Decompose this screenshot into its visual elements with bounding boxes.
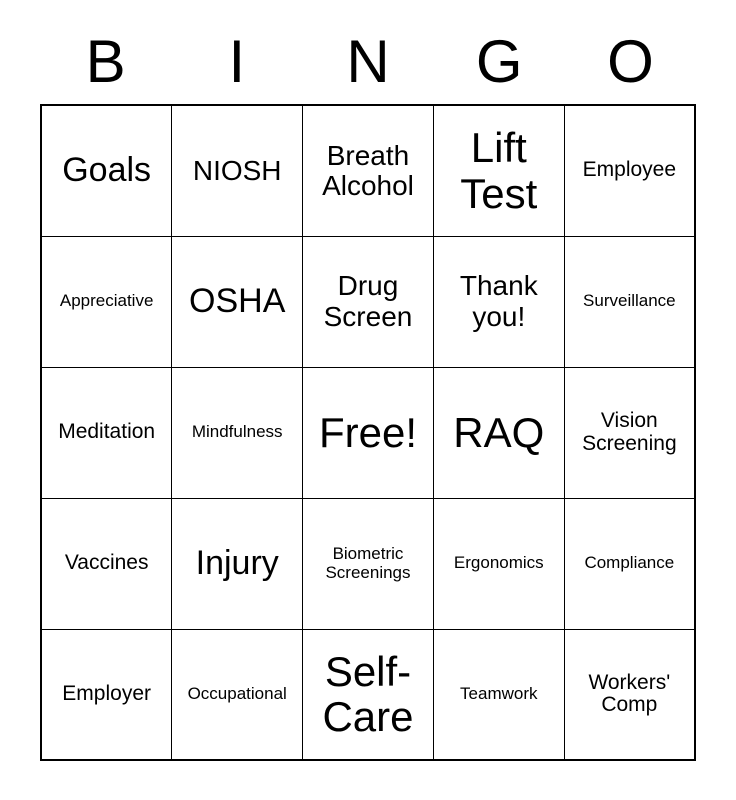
bingo-cell[interactable] [433,105,564,236]
bingo-cell-label: Self-Care [322,647,414,741]
bingo-cell-label: Vaccines [64,551,149,575]
bingo-cell-label: Vision Screening [582,408,677,455]
bingo-cell[interactable] [564,236,695,367]
bingo-row [41,498,695,629]
bingo-cell-label: Surveillance [583,291,676,311]
bingo-header-letter-i: I [228,28,246,95]
bingo-cell[interactable] [172,498,303,629]
bingo-header-letter-b: B [85,28,126,95]
bingo-cell-label: Occupational [187,684,287,704]
bingo-cell-label: Compliance [584,553,675,573]
bingo-cell-label: Biometric Screenings [325,544,411,582]
bingo-row [41,236,695,367]
bingo-cell-label: Mindfulness [191,422,283,442]
bingo-cell-label: RAQ [453,408,545,456]
bingo-header-letter-o: O [607,28,654,95]
bingo-cell-label: NIOSH [192,154,282,186]
bingo-cell-label: Drug Screen [323,270,413,332]
bingo-cell[interactable] [433,236,564,367]
bingo-cell[interactable] [303,498,434,629]
bingo-cell-label: Teamwork [460,684,538,704]
bingo-cell-label: OSHA [189,282,286,321]
bingo-cell-free[interactable] [303,367,434,498]
bingo-cell[interactable] [433,629,564,760]
bingo-cell-label: Thank you! [459,270,538,332]
bingo-cell-label: Appreciative [59,291,154,311]
bingo-cell[interactable] [564,367,695,498]
bingo-cell[interactable] [41,236,172,367]
bingo-header-row [40,0,696,96]
bingo-cell[interactable] [172,236,303,367]
bingo-cell-label: Free! [318,408,417,456]
bingo-header-letter-g: G [475,28,523,95]
bingo-row [41,629,695,760]
bingo-cell[interactable] [564,629,695,760]
bingo-cell[interactable] [172,629,303,760]
bingo-cell-label: Employee [582,158,677,182]
bingo-cell-label: Injury [195,544,279,583]
bingo-row [41,367,695,498]
bingo-header-letter-n: N [346,28,390,95]
bingo-cell[interactable] [433,367,564,498]
bingo-cell[interactable] [41,629,172,760]
bingo-cell[interactable] [303,629,434,760]
bingo-cell-label: Employer [62,681,151,705]
bingo-row [41,105,695,236]
bingo-cell-label: Workers' Comp [588,670,671,717]
bingo-grid [40,104,696,761]
bingo-cell[interactable] [41,498,172,629]
bingo-cell-label: Breath Alcohol [322,139,414,201]
bingo-cell[interactable] [172,367,303,498]
bingo-cell[interactable] [433,498,564,629]
bingo-cell-label: Meditation [58,420,156,444]
bingo-cell-label: Goals [62,151,152,190]
bingo-cell[interactable] [41,105,172,236]
bingo-cell[interactable] [303,105,434,236]
bingo-cell[interactable] [172,105,303,236]
bingo-cell[interactable] [564,105,695,236]
bingo-cell-label: Lift Test [460,124,538,217]
bingo-cell[interactable] [564,498,695,629]
bingo-cell[interactable] [41,367,172,498]
bingo-cell-label: Ergonomics [453,553,544,573]
bingo-cell[interactable] [303,236,434,367]
